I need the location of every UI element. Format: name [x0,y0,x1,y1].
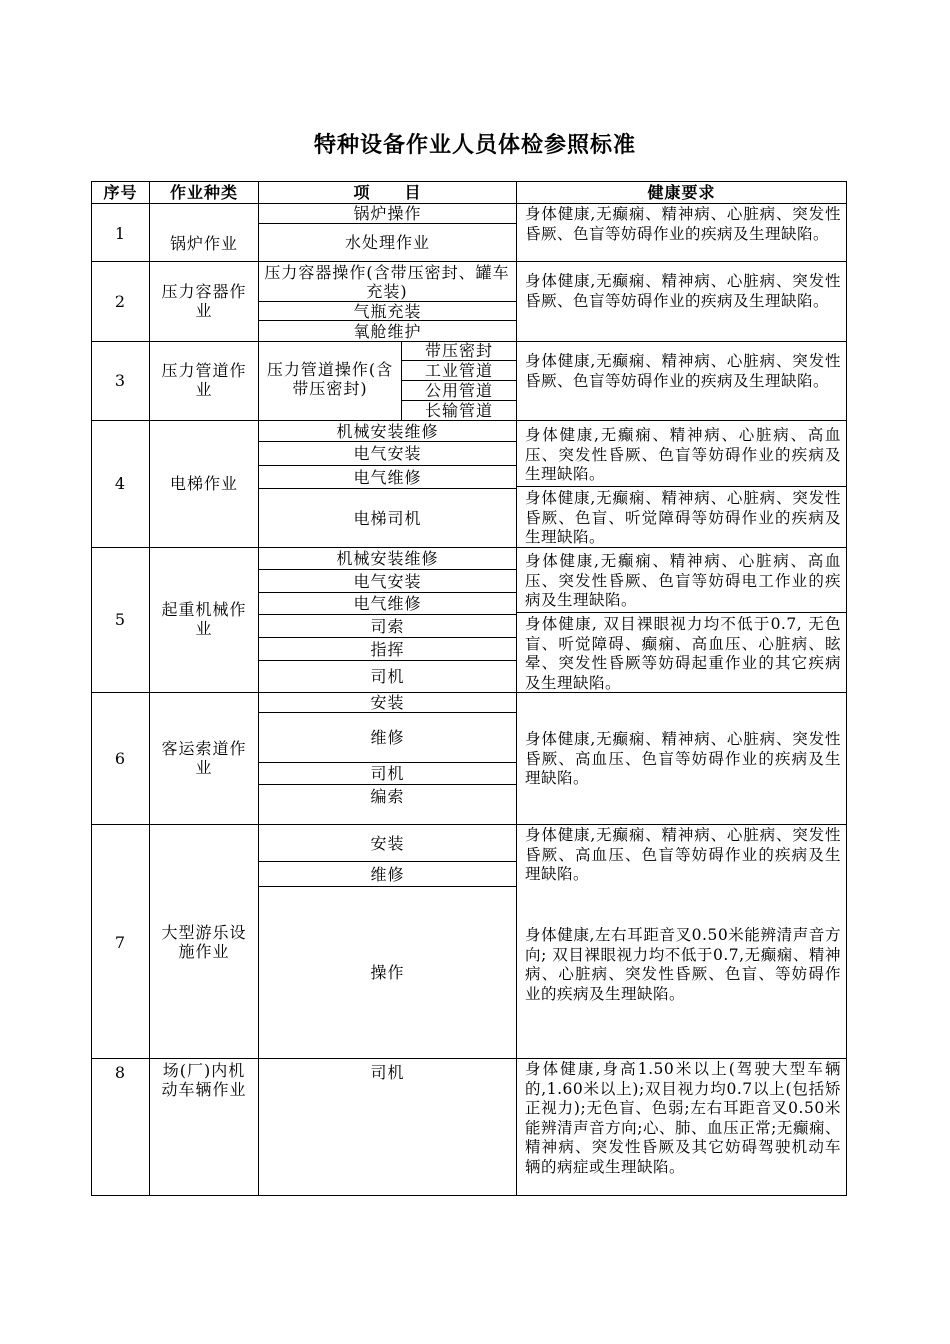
item-name: 安装 [370,693,405,712]
row-number: 1 [114,223,127,243]
work-category: 客运索道作业 [161,739,247,777]
item-name: 安装 [370,833,405,853]
row-number: 3 [114,370,127,390]
item-name: 司机 [370,667,405,686]
work-category: 起重机械作业 [161,600,247,638]
table-border [516,181,517,1196]
health-requirement: 身体健康,无癫痫、精神病、心脏病、突发性昏厥、高血压、色盲等妨碍作业的疾病及生理缺陷。 [525,826,841,883]
row-number: 6 [114,748,127,768]
health-requirement: 身体健康,无癫痫、精神病、心脏病、突发性昏厥、色盲、听觉障碍等妨碍作业的疾病及生理缺陷。 [525,489,841,546]
item-name: 电气安装 [353,571,422,591]
health-requirement: 身体健康,身高1.50米以上(驾驶大型车辆的,1.60米以上);双目视力均0.7以上(包括矫正视力);无色盲、色弱;左右耳距音叉0.50米能辨清声音方向;心、肺、血压正常;无癫痫、精神病、突发性昏厥及其它妨碍驾驶机动车辆的病症或生理缺陷。 [525,1060,841,1176]
item-name: 锅炉操作 [353,204,422,223]
row-number: 4 [114,473,127,493]
item-name: 电气维修 [353,467,422,487]
table-border [91,181,92,1196]
health-requirement: 身体健康,无癫痫、精神病、心脏病、高血压、突发性昏厥、色盲等妨碍作业的疾病及生理缺陷。 [525,426,841,483]
item-name: 电气安装 [353,444,422,463]
health-requirement: 身体健康,无癫痫、精神病、心脏病、突发性昏厥、色盲等妨碍作业的疾病及生理缺陷。 [525,352,841,390]
item-name: 氧舱维护 [353,321,422,341]
work-category: 场(厂)内机动车辆作业 [161,1061,247,1099]
work-category: 压力管道作业 [161,361,247,399]
row-number: 2 [114,291,127,311]
item-name: 机械安装维修 [336,421,439,441]
item-name: 压力管道操作(含带压密封) [266,360,394,398]
item-name: 电气维修 [353,594,422,613]
item-name: 维修 [370,728,405,747]
table-border [91,1195,847,1196]
item-name: 机械安装维修 [336,549,439,568]
item-name: 操作 [370,963,405,982]
header-item: 项 目 [353,183,422,202]
table-border [516,486,846,487]
table-border [91,1058,847,1059]
sub-item-name: 公用管道 [424,381,493,400]
item-name: 气瓶充装 [353,301,422,321]
health-requirement: 身体健康,左右耳距音叉0.50米能辨清声音方向; 双目裸眼视力均不低于0.7,无癫痫、精神病、心脏病、突发性昏厥、色盲、等妨碍作业的疾病及生理缺陷。 [525,926,841,1003]
table-border [149,181,150,1196]
row-number: 7 [114,932,127,952]
work-category: 电梯作业 [169,473,238,493]
item-name: 电梯司机 [353,508,422,528]
row-number: 5 [114,609,127,629]
work-category: 大型游乐设施作业 [161,923,247,961]
table-border [516,612,846,613]
header-health: 健康要求 [647,183,716,202]
health-requirement: 身体健康,无癫痫、精神病、心脏病、突发性昏厥、色盲等妨碍作业的疾病及生理缺陷。 [525,205,841,243]
item-name: 压力容器操作(含带压密封、罐车充装) [264,262,510,301]
item-name: 司机 [370,764,405,783]
work-category: 锅炉作业 [169,233,238,253]
item-name: 司机 [370,1062,405,1082]
item-name: 水处理作业 [344,233,430,252]
health-requirement: 身体健康,无癫痫、精神病、心脏病、高血压、突发性昏厥、色盲等妨碍电工作业的疾病及生理缺陷。 [525,552,841,609]
health-requirement: 身体健康,无癫痫、精神病、心脏病、突发性昏厥、色盲等妨碍作业的疾病及生理缺陷。 [525,272,841,310]
sub-item-name: 带压密封 [424,341,493,360]
sub-item-name: 长输管道 [424,401,493,420]
page-title: 特种设备作业人员体检参照标准 [313,132,636,158]
table-border [846,181,847,1196]
item-name: 指挥 [370,639,405,659]
item-name: 维修 [370,864,405,884]
item-name: 编索 [370,786,405,806]
health-requirement: 身体健康, 双目裸眼视力均不低于0.7, 无色盲、听觉障碍、癫痫、高血压、心脏病、眩晕、突发性昏厥等妨碍起重作业的其它疾病及生理缺陷。 [525,615,841,692]
sub-item-name: 工业管道 [424,361,493,380]
item-name: 司索 [370,616,405,636]
header-no: 序号 [103,183,138,202]
health-requirement: 身体健康,无癫痫、精神病、心脏病、突发性昏厥、高血压、色盲等妨碍作业的疾病及生理缺陷。 [525,730,841,787]
work-category: 压力容器作业 [161,282,247,320]
row-number: 8 [114,1062,127,1082]
header-category: 作业种类 [169,183,238,202]
